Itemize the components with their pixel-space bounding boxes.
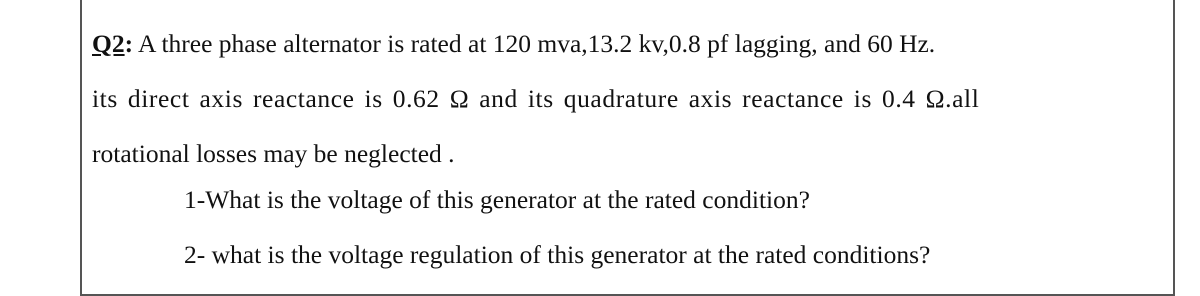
question-label-colon: : <box>124 29 134 58</box>
question-text-line-2: its direct axis reactance is 0.62 Ω and its quadrature axis reactance is 0.4 Ω.all <box>92 84 980 113</box>
question-text-line-3: rotational losses may be neglected . <box>92 139 455 168</box>
question-part-2: 2- what is the voltage regulation of this generator at the rated conditions? <box>184 240 931 269</box>
question-label: Q2 <box>92 29 125 58</box>
question-part-1: 1-What is the voltage of this generator at the rated condition? <box>184 185 810 214</box>
question-line-1 <box>92 31 935 57</box>
question-text-line-1: A three phase alternator is rated at 120 mva,13.2 kv,0.8 pf lagging, and 60 Hz. <box>133 29 936 58</box>
